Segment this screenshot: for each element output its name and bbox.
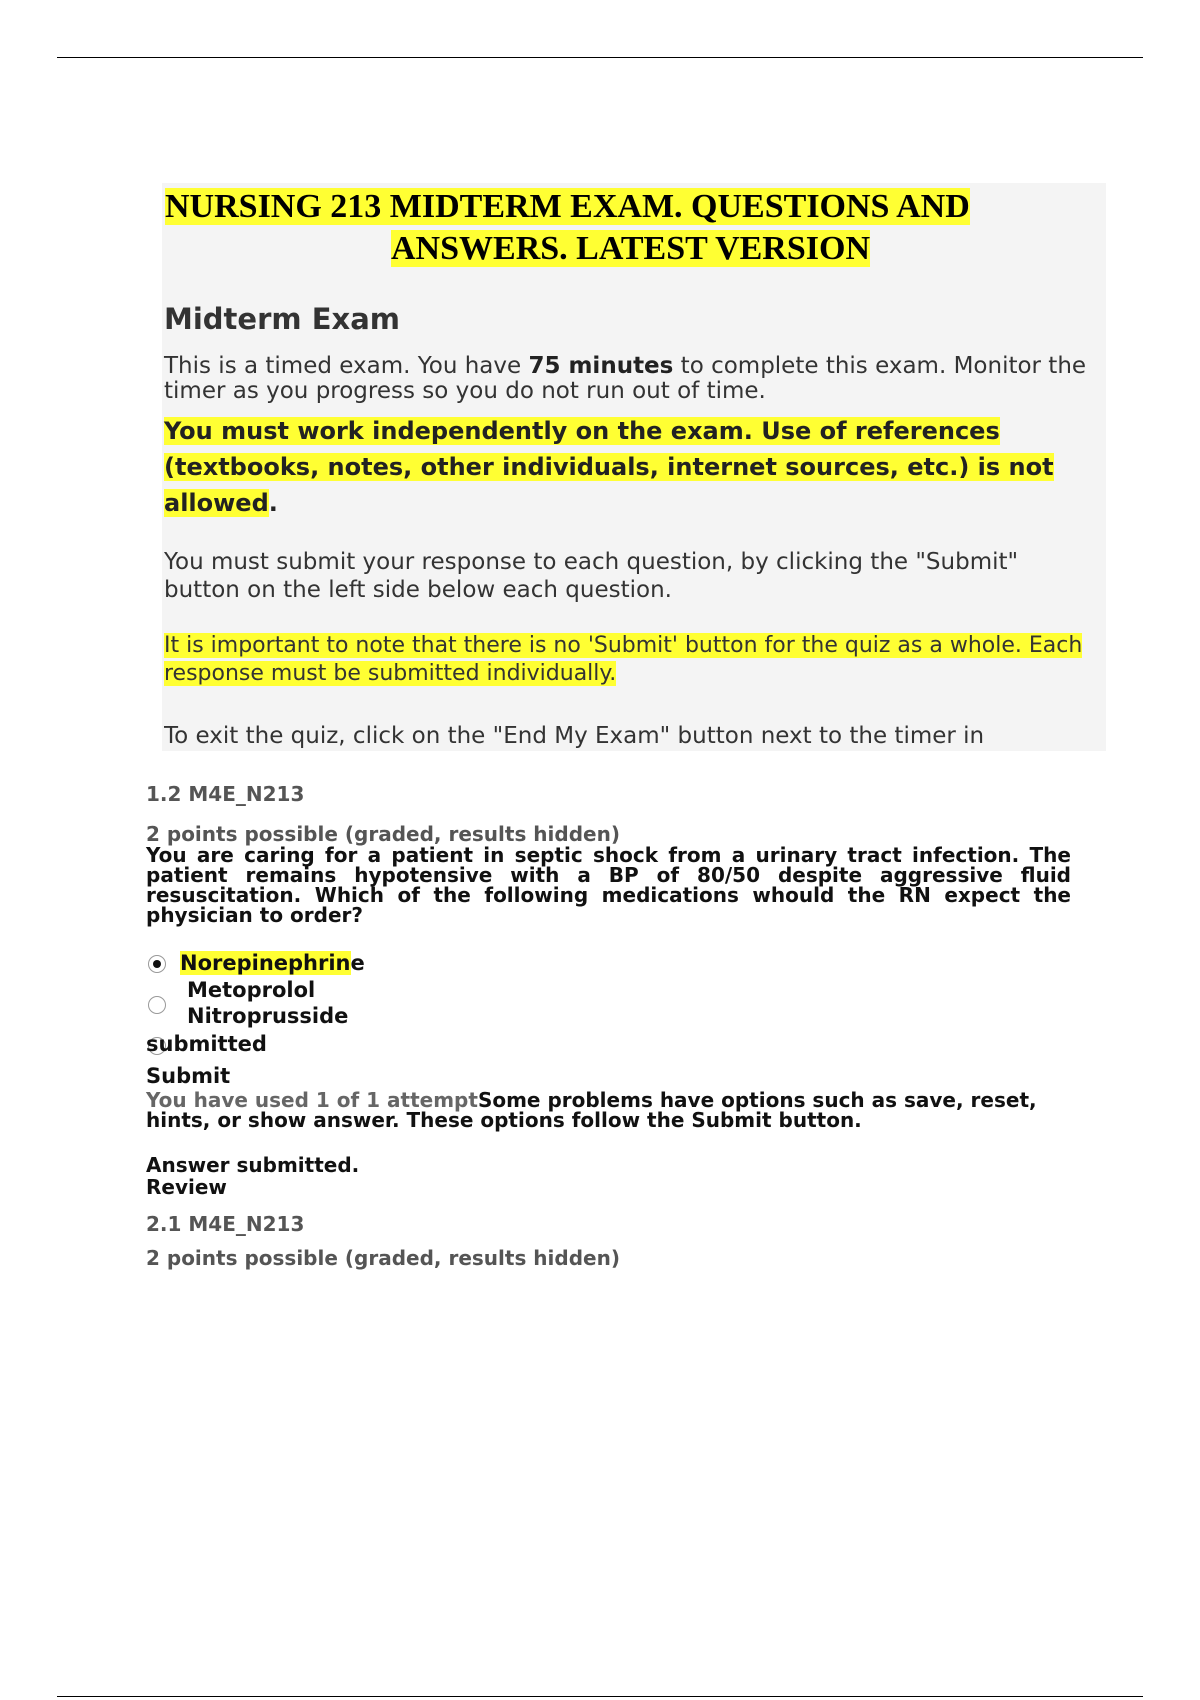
answer-submitted-notice: Answer submitted. [146,1153,360,1177]
question-1-points: 2 points possible (graded, results hidden) [146,822,620,846]
document-title [165,186,1065,270]
option-norepinephrine[interactable] [146,951,546,977]
attempts-info [146,1090,1071,1130]
timed-notice-start: This is a timed exam. You have [164,353,529,379]
option-nitroprusside[interactable] [146,1004,546,1030]
review-button[interactable]: Review [146,1175,227,1199]
no-submit-all-text: It is important to note that there is no 'Submit' button for the quiz as a whole. Each response must be submitted individually. [164,633,1083,686]
attempts-used: You have used 1 of 1 attempt [146,1088,478,1112]
question-1-id: 1.2 M4E_N213 [146,782,305,806]
submit-button[interactable]: Submit [146,1064,231,1088]
submission-status: submitted [146,1032,267,1056]
document-title-line-1: NURSING 213 MIDTERM EXAM. QUESTIONS AND [165,188,970,225]
timed-notice-end: to complete this exam. Monitor the timer as you progress so you do not run out of time. [164,353,1087,404]
question-1-text: You are caring for a patient in septic shock from a urinary tract infection. The patient remains hypotensive with a BP of 80/50 despite aggressive fluid resuscitation. Which of the following medications whould the RN expect the physician to order? [146,843,1071,927]
exit-instructions: To exit the quiz, click on the "End My Exam" button next to the timer in [164,723,985,749]
exam-heading: Midterm Exam [164,302,401,336]
radio-selected-icon[interactable] [148,955,166,973]
no-submit-all-notice [164,632,1084,688]
question-2-points: 2 points possible (graded, results hidden) [146,1246,620,1270]
independent-work-text: You must work independently on the exam. Use of references (textbooks, notes, other individuals, internet sources, etc.) is not allowed [164,417,1054,517]
independent-work-notice [164,413,1104,521]
time-limit: 75 minutes [528,353,674,379]
option-metoprolol[interactable] [146,978,546,1004]
option-label: Metoprolol [187,978,316,1002]
submit-each-notice: You must submit your response to each question, by clicking the "Submit" button on the left side below each question. [164,549,1019,603]
top-rule [57,57,1143,58]
document-title-line-2: ANSWERS. LATEST VERSION [391,230,871,267]
options-note: Some problems have options such as save, reset, hints, or show answer. These options follow the Submit button. [146,1088,1037,1132]
independent-work-period: . [268,489,278,517]
question-2-id: 2.1 M4E_N213 [146,1212,305,1236]
option-label: Norepinephrine [180,951,365,975]
timed-exam-notice [164,354,1104,404]
option-label: Nitroprusside [187,1004,349,1028]
bottom-rule [57,1696,1143,1697]
